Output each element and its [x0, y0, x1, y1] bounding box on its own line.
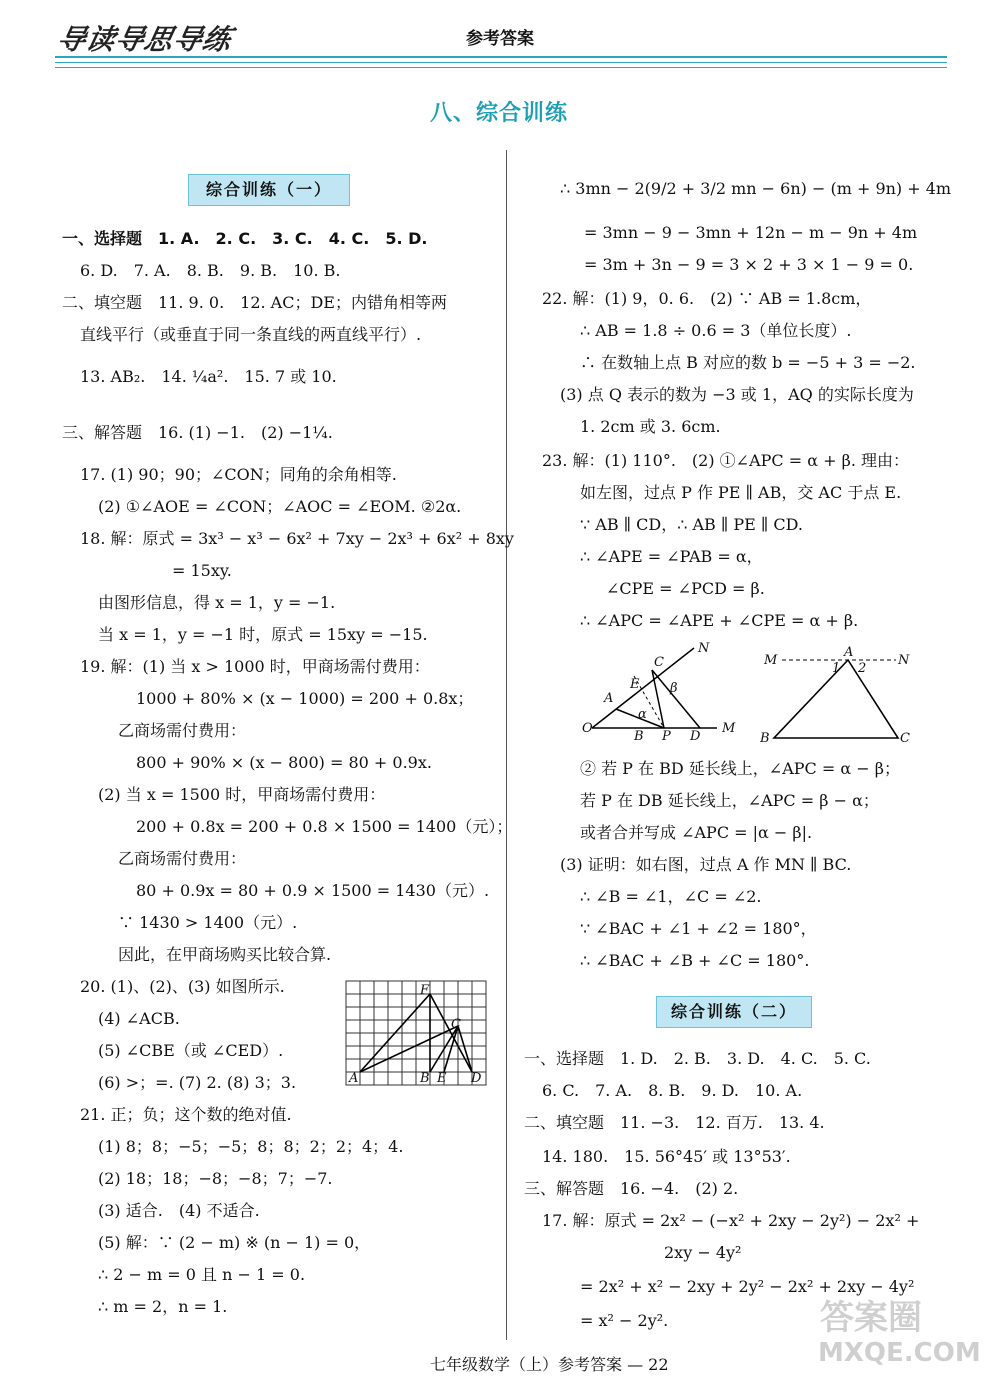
left-line-14: 1000 + 80% × (x − 1000) = 200 + 0.8x； — [136, 689, 474, 708]
watermark-text: 答案圈 — [820, 1298, 922, 1338]
rf-N: N — [898, 653, 910, 668]
left-line-3: 二、填空题 11. 9. 0. 12. AC；DE；内错角相等两 — [62, 293, 447, 312]
left-line-8: (2) ①∠AOE = ∠CON；∠AOC = ∠EOM. ②2α. — [98, 497, 462, 516]
header-title: 参考答案 — [466, 29, 534, 49]
grid-label-E: E — [437, 1071, 447, 1086]
right-line-19: ∴ ∠B = ∠1，∠C = ∠2. — [580, 887, 762, 906]
column-divider — [506, 150, 507, 1340]
lf-O: O — [582, 721, 593, 736]
right-line-11: ∵ AB ∥ CD，∴ AB ∥ PE ∥ CD. — [580, 515, 803, 534]
left-line-11: 由图形信息，得 x = 1，y = −1. — [98, 593, 336, 612]
left-line-12: 当 x = 1，y = −1 时，原式 = 15xy = −15. — [98, 625, 428, 644]
grid-label-B: B — [420, 1071, 430, 1086]
grid-figure — [345, 980, 487, 1086]
watermark-url: MXQE.COM — [818, 1338, 981, 1368]
left-line-19: 乙商场需付费用： — [118, 849, 247, 868]
rf-C: C — [900, 731, 910, 746]
right-line-26: 三、解答题 16. −4. (2) 2. — [524, 1179, 739, 1198]
right-line-8: 1. 2cm 或 3. 6cm. — [580, 417, 721, 436]
right-line-7: (3) 点 Q 表示的数为 −3 或 1，AQ 的实际长度为 — [560, 385, 914, 404]
lf-N: N — [698, 641, 710, 656]
left-line-30: (3) 适合. (4) 不适合. — [98, 1201, 260, 1220]
right-line-3: = 3m + 3n − 9 = 3 × 2 + 3 × 1 − 9 = 0. — [584, 255, 914, 274]
section-title: 八、综合训练 — [430, 101, 569, 126]
left-line-18: 200 + 0.8x = 200 + 0.8 × 1500 = 1400（元）； — [136, 817, 513, 836]
header-rule-top — [55, 56, 947, 58]
right-line-25: 14. 180. 15. 56°45′ 或 13°53′. — [542, 1147, 791, 1166]
left-line-25: (5) ∠CBE（或 ∠CED）. — [98, 1041, 284, 1060]
rf-1: 1 — [832, 661, 841, 676]
left-line-32: ∴ 2 − m = 0 且 n − 1 = 0. — [98, 1265, 306, 1284]
logo: 导读导思导练 — [54, 23, 236, 56]
rf-B: B — [760, 731, 770, 746]
lf-A: A — [604, 691, 614, 706]
left-line-16: 800 + 90% × (x − 800) = 80 + 0.9x. — [136, 753, 432, 772]
left-line-13: 19. 解：(1) 当 x > 1000 时，甲商场需付费用： — [80, 657, 430, 676]
right-line-16: 若 P 在 DB 延长线上，∠APC = β − α； — [580, 791, 879, 810]
left-line-7: 17. (1) 90；90；∠CON；同角的余角相等. — [80, 465, 397, 484]
grid-label-A: A — [349, 1071, 359, 1086]
left-line-26: (6) >；=. (7) 2. (8) 3；3. — [98, 1073, 297, 1092]
left-line-24: (4) ∠ACB. — [98, 1009, 180, 1028]
right-line-13: ∠CPE = ∠PCD = β. — [606, 579, 765, 598]
left-line-6: 三、解答题 16. (1) −1. (2) −1¼. — [62, 423, 333, 442]
right-line-21: ∴ ∠BAC + ∠B + ∠C = 180°. — [580, 951, 810, 970]
left-line-10: = 15xy. — [172, 561, 232, 580]
left-line-27: 21. 正；负；这个数的绝对值. — [80, 1105, 292, 1124]
page-footer: 七年级数学（上）参考答案 — 22 — [430, 1355, 669, 1374]
header-rule-bottom — [55, 67, 947, 68]
left-line-22: 因此，在甲商场购买比较合算. — [118, 945, 332, 964]
right-line-27: 17. 解：原式 = 2x² − (−x² + 2xy − 2y²) − 2x² + — [542, 1211, 920, 1230]
left-line-17: (2) 当 x = 1500 时，甲商场需付费用： — [98, 785, 386, 804]
left-line-5: 13. AB₂. 14. ¼a². 15. 7 或 10. — [80, 367, 337, 386]
left-line-29: (2) 18；18；−8；−8；7；−7. — [98, 1169, 333, 1188]
rf-2: 2 — [858, 661, 867, 676]
right-line-28: 2xy − 4y² — [664, 1243, 742, 1262]
right-line-15: ② 若 P 在 BD 延长线上，∠APC = α − β； — [580, 759, 900, 778]
right-line-5: ∴ AB = 1.8 ÷ 0.6 = 3（单位长度）. — [580, 321, 852, 340]
lf-E: E — [630, 677, 640, 692]
right-line-14: ∴ ∠APC = ∠APE + ∠CPE = α + β. — [580, 611, 859, 630]
lf-C: C — [654, 655, 664, 670]
left-line-15: 乙商场需付费用： — [118, 721, 247, 740]
right-line-6: ∴ 在数轴上点 B 对应的数 b = −5 + 3 = −2. — [580, 353, 916, 372]
right-line-22: 一、选择题 1. D. 2. B. 3. D. 4. C. 5. C. — [524, 1049, 871, 1068]
right-line-23: 6. C. 7. A. 8. B. 9. D. 10. A. — [542, 1081, 803, 1100]
rf-M: M — [764, 653, 778, 668]
right-line-20: ∵ ∠BAC + ∠1 + ∠2 = 180°， — [580, 919, 817, 938]
left-line-20: 80 + 0.9x = 80 + 0.9 × 1500 = 1430（元）. — [136, 881, 490, 900]
right-line-30: = x² − 2y². — [580, 1311, 669, 1330]
lf-B: B — [634, 729, 644, 744]
left-line-23: 20. (1)、(2)、(3) 如图所示. — [80, 977, 285, 996]
triangle-figure-right — [760, 642, 920, 747]
lf-alpha: α — [638, 707, 647, 722]
rf-A: A — [844, 645, 854, 660]
right-line-12: ∴ ∠APE = ∠PAB = α， — [580, 547, 763, 566]
right-line-9: 23. 解：(1) 110°. (2) ①∠APC = α + β. 理由： — [542, 451, 910, 470]
left-line-9: 18. 解：原式 = 3x³ − x³ − 6x² + 7xy − 2x³ + 6x² + 8xy — [80, 529, 514, 548]
right-line-1: ∴ 3mn − 2(9/2 + 3/2 mn − 6n) − (m + 9n) + 4m — [560, 179, 952, 198]
right-line-17: 或者合并写成 ∠APC = |α − β|. — [580, 823, 813, 842]
right-line-10: 如左图，过点 P 作 PE ∥ AB，交 AC 于点 E. — [580, 483, 902, 502]
left-line-21: ∵ 1430 > 1400（元）. — [118, 913, 298, 932]
right-line-2: = 3mn − 9 − 3mn + 12n − m − 9n + 4m — [584, 223, 918, 242]
box-training-2: 综合训练（二） — [656, 996, 812, 1028]
header-rule-mid — [55, 62, 947, 63]
left-line-1: 一、选择题 1. A. 2. C. 3. C. 4. C. 5. D. — [62, 229, 428, 248]
right-line-18: (3) 证明：如右图，过点 A 作 MN ∥ BC. — [560, 855, 852, 874]
left-line-2: 6. D. 7. A. 8. B. 9. B. 10. B. — [80, 261, 341, 280]
right-line-24: 二、填空题 11. −3. 12. 百万. 13. 4. — [524, 1113, 825, 1132]
left-line-4: 直线平行（或垂直于同一条直线的两直线平行）. — [80, 325, 422, 344]
right-line-29: = 2x² + x² − 2xy + 2y² − 2x² + 2xy − 4y² — [580, 1277, 915, 1296]
box-training-1: 综合训练（一） — [188, 174, 350, 206]
grid-label-C: C — [451, 1017, 461, 1032]
right-line-4: 22. 解：(1) 9，0. 6. (2) ∵ AB = 1.8cm， — [542, 289, 872, 308]
lf-D: D — [690, 729, 701, 744]
angle-figure-left — [582, 640, 742, 745]
lf-P: P — [662, 729, 671, 744]
left-line-33: ∴ m = 2，n = 1. — [98, 1297, 228, 1316]
grid-label-D: D — [471, 1071, 482, 1086]
left-line-31: (5) 解：∵ (2 − m) ※ (n − 1) = 0， — [98, 1233, 371, 1252]
lf-beta: β — [670, 681, 678, 696]
left-line-28: (1) 8；8；−5；−5；8；8；2；2；4；4. — [98, 1137, 404, 1156]
grid-label-F: F — [420, 983, 430, 998]
lf-M: M — [722, 721, 736, 736]
